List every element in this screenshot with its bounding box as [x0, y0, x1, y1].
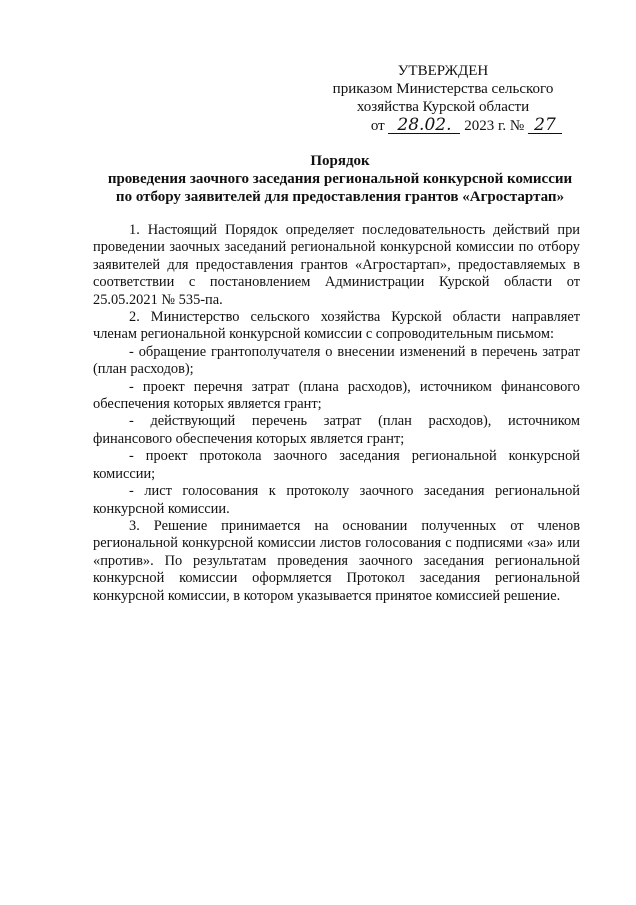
document-body: [93, 222, 580, 605]
year-text: 2023 г. №: [464, 118, 525, 134]
paragraph-2: 2. Министерство сельского хозяйства Курской области направляет членам региональной конкурсной комиссии с сопроводительным письмом:: [93, 309, 580, 343]
list-item-3: - действующий перечень затрат (план расходов), источником финансового обеспечения которых является грант;: [93, 413, 580, 447]
date-prefix: от: [370, 118, 385, 134]
list-item-5: - лист голосования к протоколу заочного заседания региональной конкурсной комиссии.: [93, 483, 580, 517]
list-item-2: - проект перечня затрат (плана расходов), источником финансового обеспечения которых является грант;: [93, 378, 580, 413]
paragraph-1: 1. Настоящий Порядок определяет последовательность действий при проведении заочных заседаний региональной конкурсной комиссии по отбору заявителей для предоставления грантов «Агростартап», предоставляемых в соответствии с постановлением Администрации Курской области от 25.05.2021 № 535-па.: [93, 222, 580, 308]
document-title: [80, 152, 600, 206]
title-line-2: проведения заочного заседания региональной конкурсной комиссии: [107, 171, 573, 187]
handwritten-order-number: 27: [528, 117, 562, 134]
list-item-4: - проект протокола заочного заседания региональной конкурсной комиссии;: [93, 448, 580, 482]
title-line-3: по отбору заявителей для предоставления грантов «Агростартап»: [115, 189, 565, 205]
handwritten-date: 28.02.: [388, 117, 460, 134]
list-item-1: - обращение грантополучателя о внесении изменений в перечень затрат (план расходов);: [93, 343, 580, 378]
title-line-1: Порядок: [310, 153, 370, 169]
approval-line-2: хозяйства Курской области: [356, 99, 530, 115]
approval-stamp-block: [318, 62, 568, 135]
approval-date-line: [318, 117, 568, 135]
paragraph-3: 3. Решение принимается на основании полученных от членов региональной конкурсной комиссии листов голосования с подписями «за» или «против». По результатам проведения заочного заседания региональной конкурсной комиссии оформляется Протокол заседания региональной конкурсной комиссии, в котором указывается принятое комиссией решение.: [93, 517, 580, 604]
approval-line-1: приказом Министерства сельского: [332, 81, 554, 97]
approval-heading: УТВЕРЖДЕН: [397, 63, 489, 79]
